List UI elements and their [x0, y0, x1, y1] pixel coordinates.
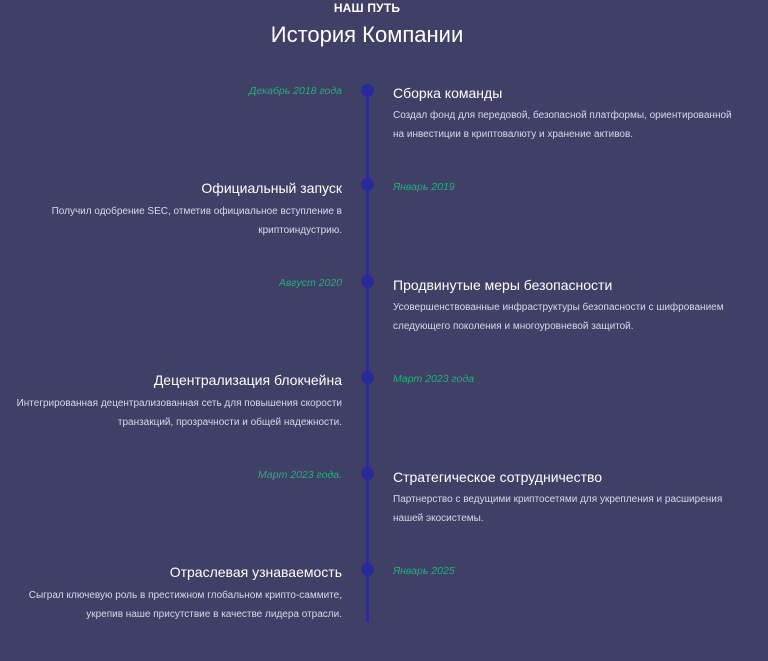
timeline-dot: [361, 467, 374, 480]
timeline-description-line: Интегрированная децентрализованная сеть для повышения скорости: [16, 398, 342, 409]
timeline-description: [393, 298, 748, 336]
timeline-title: Децентрализация блокчейна: [153, 372, 342, 388]
timeline-description-line: нашей экосистемы.: [393, 513, 484, 524]
timeline-description-line: криптоиндустрию.: [258, 225, 342, 236]
timeline-date: Январь 2019: [393, 181, 455, 193]
timeline-description: [2, 202, 342, 240]
timeline-description: [0, 394, 342, 432]
company-history-timeline: [0, 82, 768, 627]
timeline-description-line: транзакций, прозрачности и общей надежности.: [117, 417, 342, 428]
section-heading: История Компании: [270, 22, 464, 47]
timeline-description-line: Создал фонд для передовой, безопасной платформы, ориентированной: [393, 110, 732, 121]
timeline-title: Официальный запуск: [201, 180, 342, 196]
timeline-description: [2, 586, 342, 624]
timeline-date: Март 2023 года: [393, 373, 475, 385]
timeline-title: Сборка команды: [393, 85, 503, 101]
timeline-dot: [361, 275, 374, 288]
timeline-dot: [361, 178, 374, 191]
timeline-dot: [361, 371, 374, 384]
timeline-date: Декабрь 2018 года: [248, 85, 342, 97]
timeline-line: [366, 90, 369, 622]
timeline-dot: [361, 563, 374, 576]
timeline-description-line: Сыграл ключевую роль в престижном глобальном крипто-саммите,: [28, 590, 342, 601]
timeline-date: Март 2023 года.: [258, 469, 342, 481]
timeline-description: [393, 106, 748, 144]
timeline-description-line: следующего поколения и многоуровневой защитой.: [393, 321, 634, 332]
timeline-dot: [361, 84, 374, 97]
timeline-description-line: Партнерство с ведущими криптосетями для укрепления и расширения: [393, 494, 723, 505]
timeline-date: Январь 2025: [393, 565, 455, 577]
timeline-title: Продвинутые меры безопасности: [393, 277, 613, 293]
timeline-description-line: Получил одобрение SEC, отметив официальное вступление в: [51, 206, 342, 217]
timeline-description: [393, 490, 748, 528]
timeline-description-line: на инвестиции в криптовалюту и хранение активов.: [393, 129, 634, 140]
section-eyebrow: НАШ ПУТЬ: [333, 1, 401, 15]
timeline-description-line: Усовершенствованные инфраструктуры безопасности с шифрованием: [393, 302, 724, 313]
timeline-title: Отраслевая узнаваемость: [169, 564, 342, 580]
timeline-description-line: укрепив наше присутствие в качестве лидера отрасли.: [86, 609, 342, 620]
timeline-title: Стратегическое сотрудничество: [393, 469, 603, 485]
timeline-date: Август 2020: [278, 277, 342, 289]
